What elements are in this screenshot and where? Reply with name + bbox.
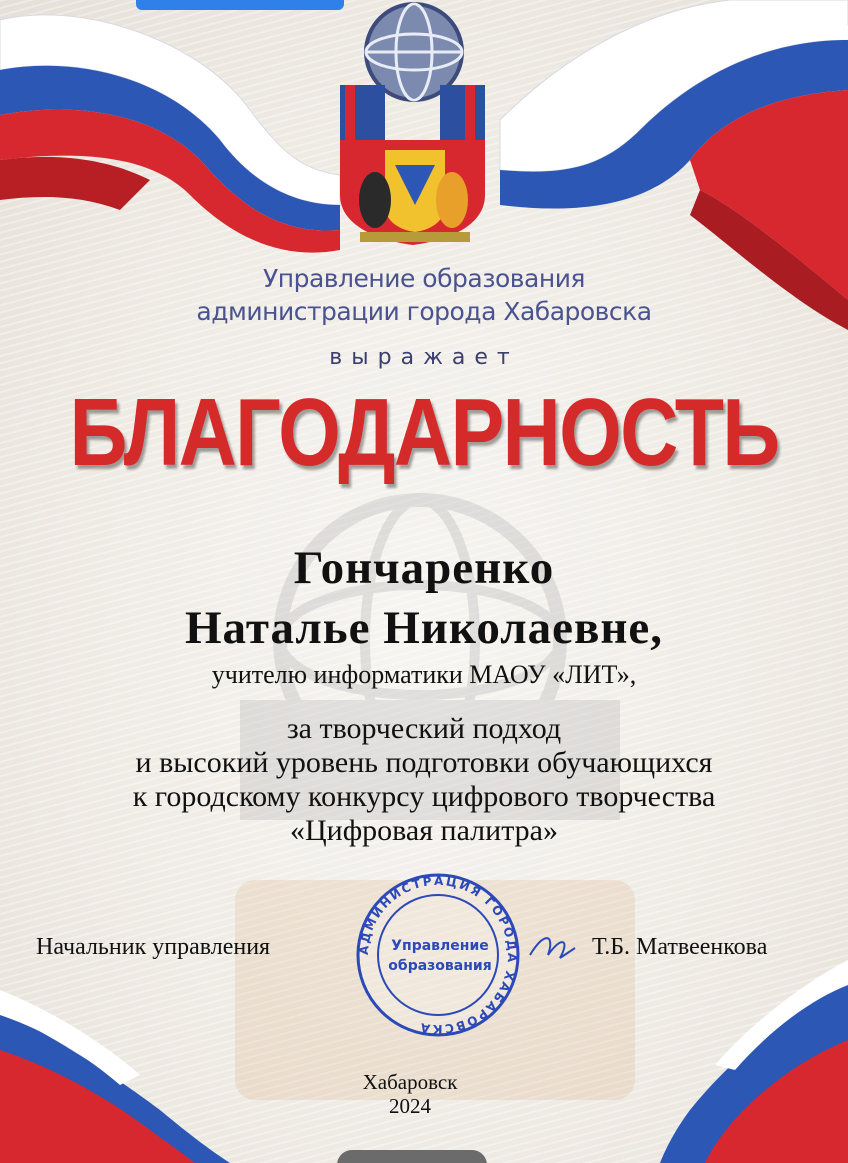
recipient-surname: Гончаренко — [293, 542, 555, 594]
verb-expresses: выражает — [329, 345, 519, 370]
reason-text — [0, 712, 848, 848]
certificate-title: БЛАГОДАРНОСТЬ — [69, 379, 779, 486]
footer-city: Хабаровск — [362, 1070, 458, 1094]
organization-line1: Управление образования — [263, 264, 585, 293]
emblem-logo — [340, 4, 485, 245]
recipient-position: учителю информатики МАОУ «ЛИТ», — [211, 660, 637, 689]
signature-name: Т.Б. Матвеенкова — [592, 934, 768, 960]
footer-place-date — [0, 1070, 834, 1118]
top-tab-indicator — [136, 0, 344, 10]
organization-name — [0, 262, 848, 328]
reason-line: «Цифровая палитра» — [290, 814, 558, 847]
reason-line: к городскому конкурсу цифрового творчества — [132, 780, 716, 813]
reason-line: и высокий уровень подготовки обучающихся — [135, 746, 713, 779]
organization-line2: администрации города Хабаровска — [196, 297, 652, 326]
signature-role: Начальник управления — [36, 934, 271, 960]
ribbon-top-left — [0, 15, 340, 253]
recipient-given-names: Наталье Николаевне, — [184, 602, 664, 654]
ribbon-bottom-right — [660, 960, 848, 1163]
stamp-ring-text: АДМИНИСТРАЦИЯ ГОРОДА ХАБАРОВСКА — [356, 873, 520, 1037]
stamp-center-line2: образования — [388, 958, 492, 974]
stamp-center-line1: Управление — [391, 938, 489, 954]
reason-line: за творческий подход — [286, 712, 562, 745]
footer-year: 2024 — [389, 1094, 431, 1118]
bottom-scroll-handle[interactable] — [337, 1150, 487, 1163]
